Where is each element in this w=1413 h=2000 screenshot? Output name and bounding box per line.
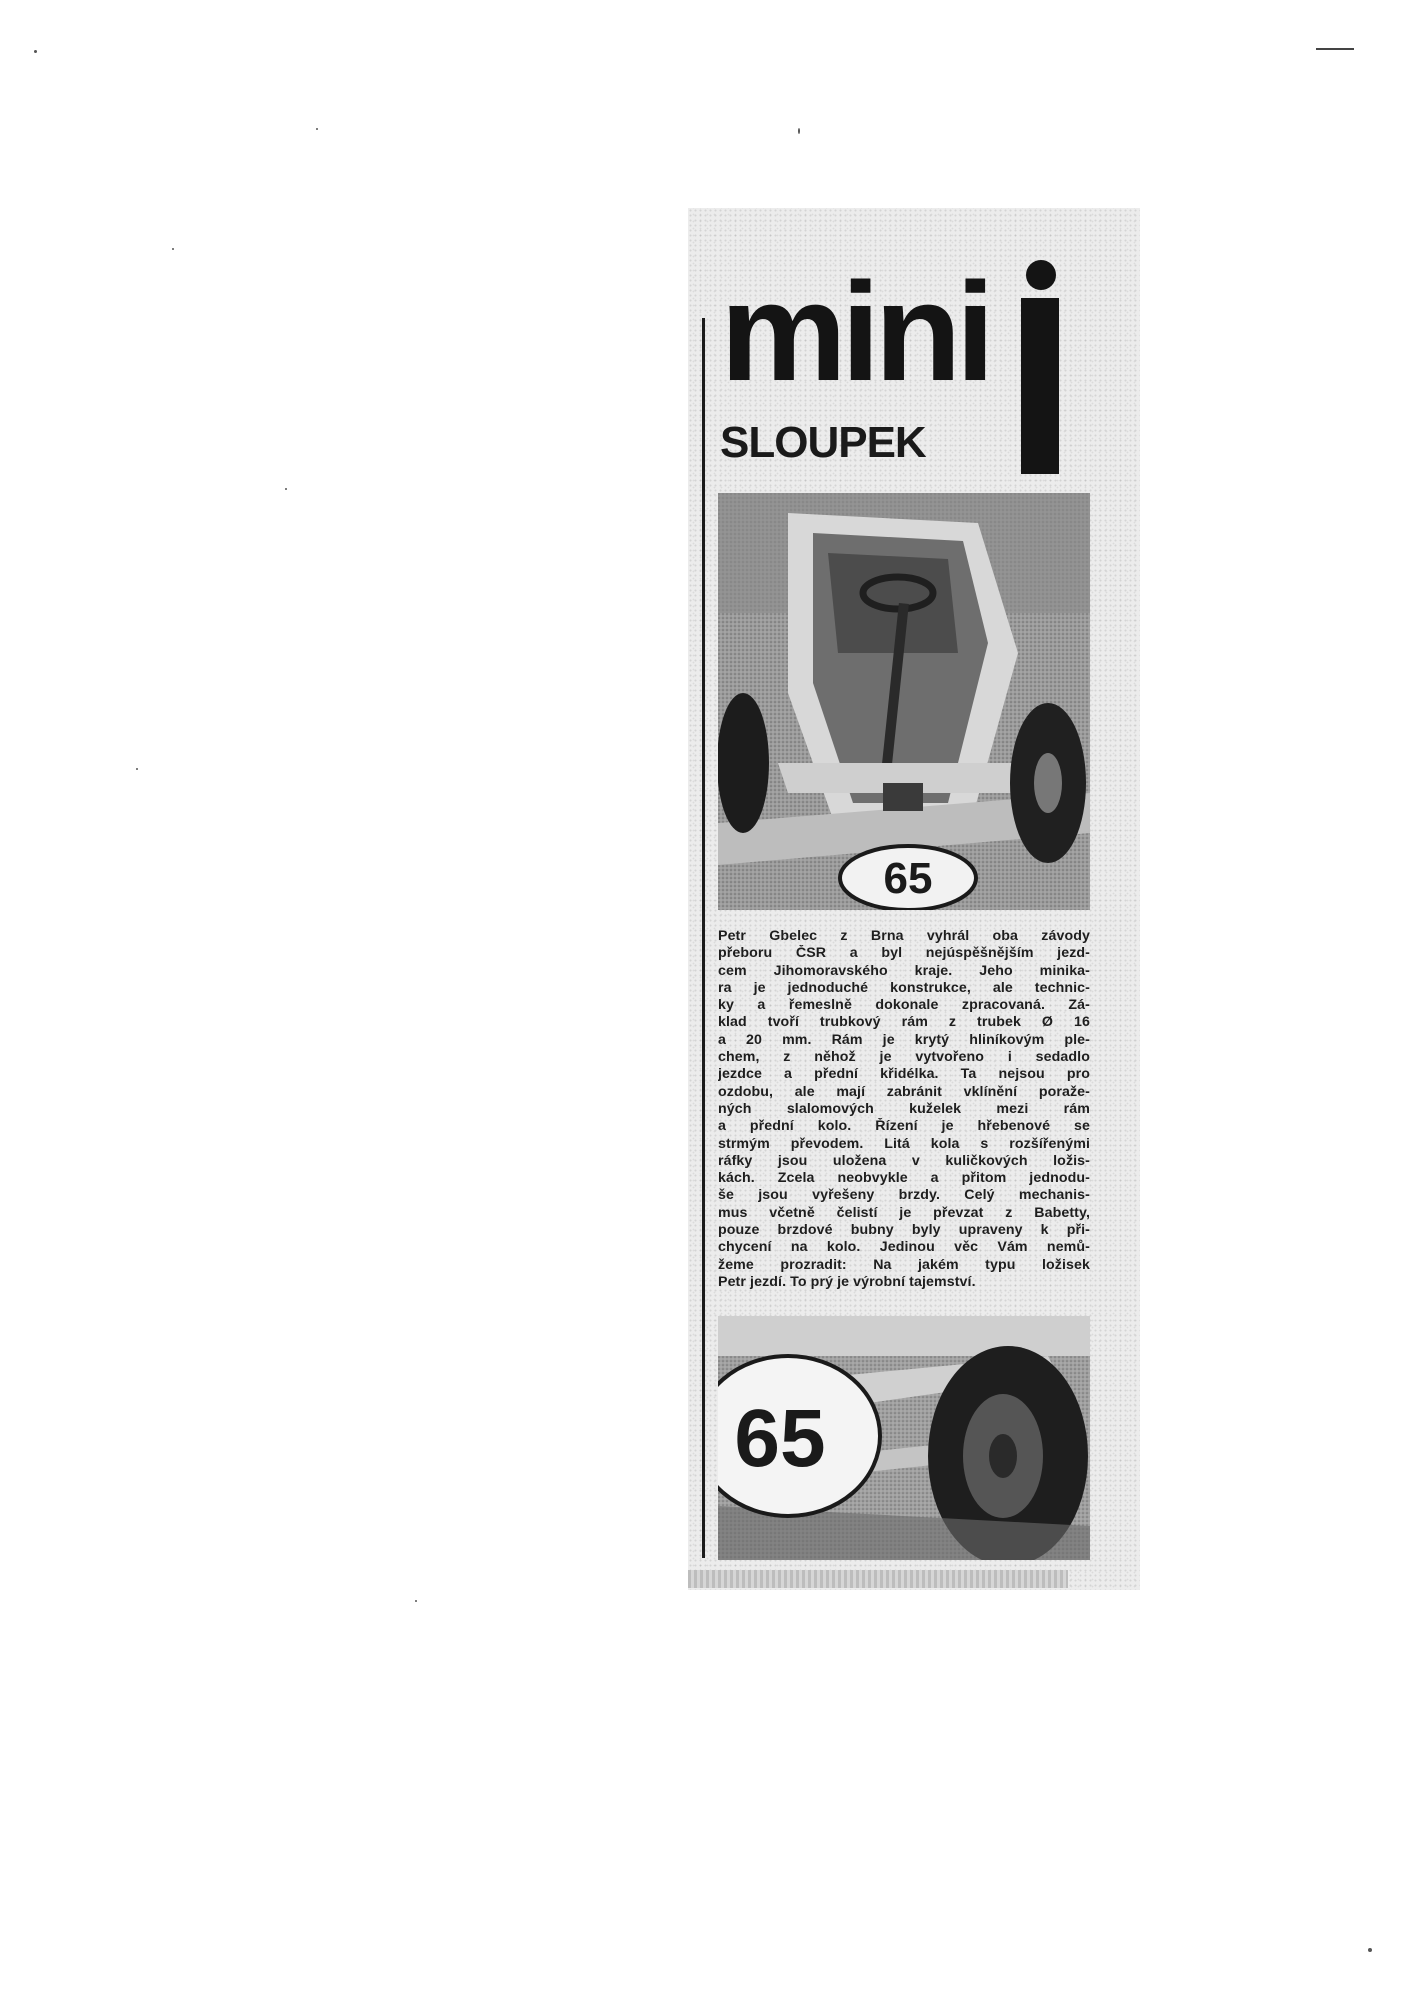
clipping-bottom-edge [688,1570,1068,1588]
photo-go-kart-image [718,493,1090,910]
article-line: klad tvoří trubkový rám z trubek Ø 16 [718,1014,1090,1031]
scan-speck [285,488,287,490]
article-line: a přední kolo. Řízení je hřebenové se [718,1118,1090,1135]
scan-speck [172,248,174,250]
article-line: ky a řemeslně dokonale zpracovaná. Zá- [718,997,1090,1014]
article-line: ra je jednoduché konstrukce, ale technic- [718,979,1090,996]
article-line: chycení na kolo. Jedinou věc Vám nemů- [718,1239,1090,1256]
scan-speck [798,128,800,134]
masthead-subtitle: SLOUPEK [720,418,926,467]
scan-mark [1316,48,1354,50]
article-line: Petr Gbelec z Brna vyhrál oba závody [718,928,1090,944]
masthead-bar [1021,298,1059,474]
article-line: Petr jezdí. To prý je výrobní tajemství. [718,1273,976,1290]
article-line: a 20 mm. Rám je krytý hliníkovým ple- [718,1031,1090,1048]
scan-speck [34,50,37,53]
article-line: ozdobu, ale mají zabránit vklínění poraže- [718,1083,1090,1100]
article-line: chem, z něhož je vytvořeno i sedadlo [718,1049,1090,1066]
masthead-dot [1026,260,1056,290]
article-text [718,928,1090,1291]
article-line: še jsou vyřešeny brzdy. Celý mechanis- [718,1187,1090,1204]
article-line: pouze brzdové bubny byly upraveny k při- [718,1222,1090,1239]
column-rule [702,318,705,1558]
article-line: ných slalomových kuželek mezi rám [718,1100,1090,1117]
article-line: přeboru ČSR a byl nejúspěšnějším jezd- [718,945,1090,962]
article-line: cem Jihomoravského kraje. Jeho minika- [718,962,1090,979]
scan-speck [316,128,318,130]
article-line: jezdce a přední křidélka. Ta nejsou pro [718,1066,1090,1083]
photo-wheel-detail [718,1316,1090,1560]
newspaper-clipping [688,208,1140,1590]
scan-speck [1368,1948,1372,1952]
scan-speck [415,1600,417,1602]
article-line: ráfky jsou uložena v kuličkových ložis- [718,1152,1090,1169]
photo-go-kart [718,493,1090,910]
article-line: strmým převodem. Litá kola s rozšířenými [718,1135,1090,1152]
scan-speck [136,768,138,770]
number-plate-top: 65 [883,854,933,903]
masthead-title: mini [720,253,990,410]
article-line: kách. Zcela neobvykle a přitom jednodu- [718,1170,1090,1187]
number-plate-bottom: 65 [734,1393,826,1484]
article-line: žeme prozradit: Na jakém typu ložisek [718,1256,1090,1273]
article-line: mus včetně čelistí je převzat z Babetty, [718,1204,1090,1221]
photo-wheel-detail-image [718,1316,1090,1560]
